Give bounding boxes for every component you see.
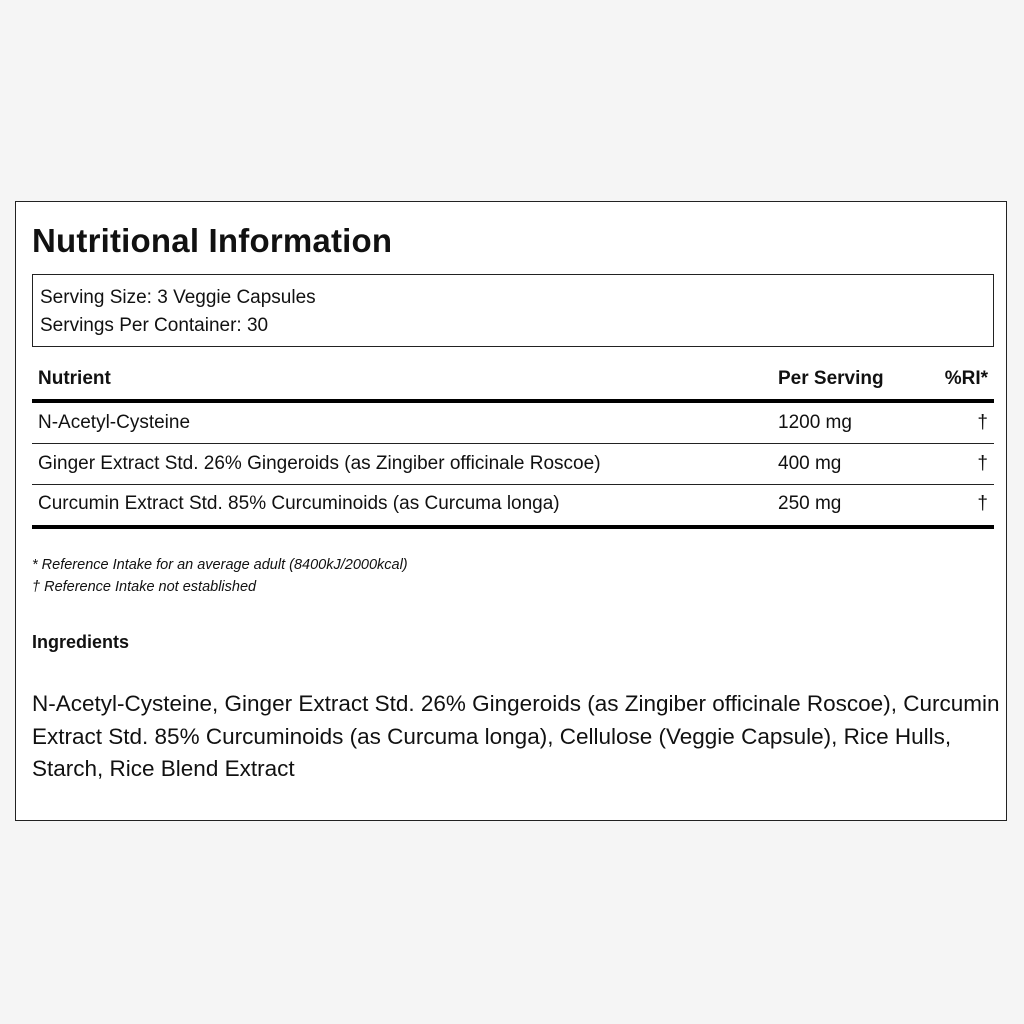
serving-size: Serving Size: 3 Veggie Capsules xyxy=(40,287,316,308)
nutrient-name: Curcumin Extract Std. 85% Curcuminoids (as Curcuma longa) xyxy=(38,492,560,514)
servings-per-container: Servings Per Container: 30 xyxy=(40,315,269,336)
nutrient-ri: † xyxy=(977,492,988,514)
table-row xyxy=(32,444,994,485)
nutrient-ri: † xyxy=(977,453,988,474)
nutrient-name: N-Acetyl-Cysteine xyxy=(38,412,191,433)
ingredients-list: N-Acetyl-Cysteine, Ginger Extract Std. 26% Gingeroids (as Zingiber officinale Roscoe), Curcumin Extract Std. 85% Curcuminoids (as Curcuma longa), Cellulose (Veggie Capsule), Rice Hulls, Starch, Rice Blend Extract xyxy=(32,691,1000,781)
nutrient-per-serving: 1200 mg xyxy=(778,412,852,433)
nutrient-table xyxy=(32,362,994,529)
nutrient-ri: † xyxy=(977,412,988,433)
table-row xyxy=(32,403,994,444)
header-per-serving: Per Serving xyxy=(778,367,884,389)
nutrient-name: Ginger Extract Std. 26% Gingeroids (as Zingiber officinale Roscoe) xyxy=(38,453,601,474)
header-ri: %RI* xyxy=(944,367,988,389)
page-title: Nutritional Information xyxy=(32,222,393,259)
nutrition-panel xyxy=(15,201,1007,821)
serving-info-box xyxy=(32,274,994,347)
table-row xyxy=(32,485,994,529)
table-header-row xyxy=(32,362,994,403)
footnote-reference-intake: * Reference Intake for an average adult (8400kJ/2000kcal) xyxy=(32,557,408,573)
footnotes xyxy=(32,554,408,598)
ingredients-heading: Ingredients xyxy=(32,632,130,652)
nutrient-per-serving: 400 mg xyxy=(778,453,842,474)
nutrient-per-serving: 250 mg xyxy=(778,492,842,514)
header-nutrient: Nutrient xyxy=(38,367,111,389)
footnote-not-established: † Reference Intake not established xyxy=(32,579,257,595)
